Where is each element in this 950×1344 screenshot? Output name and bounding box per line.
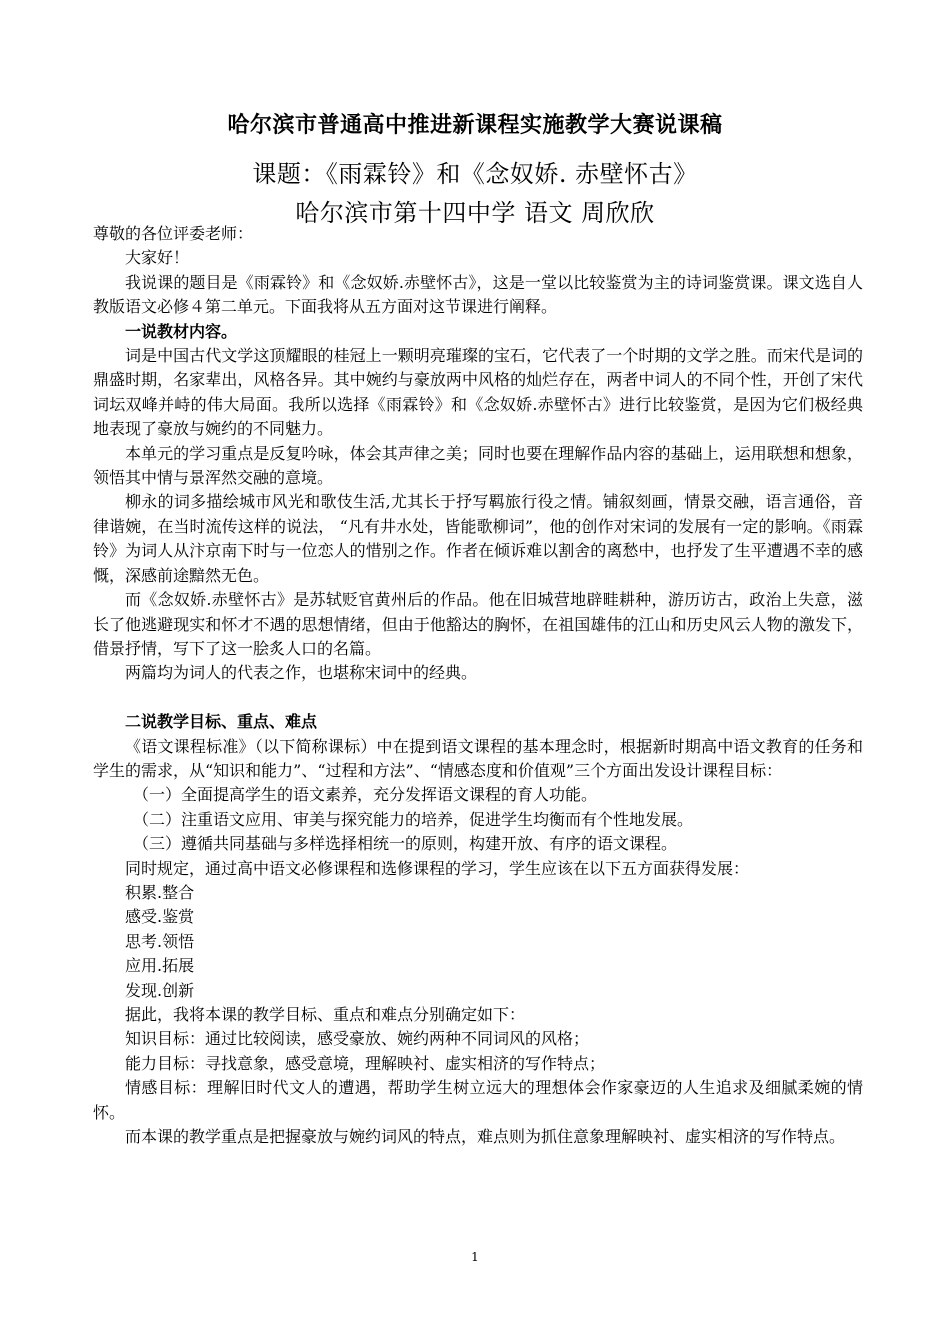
list-item: （一）全面提高学生的语文素养，充分发挥语文课程的育人功能。 [133, 785, 598, 805]
list-item: 积累.整合 [125, 882, 195, 902]
list-item: 应用.拓展 [125, 956, 195, 976]
section-heading-1: 一说教材内容。 [125, 321, 238, 341]
list-item: （三）遵循共同基础与多样选择相统一的原则，构建开放、有序的语文课程。 [133, 834, 678, 854]
list-item: （二）注重语文应用、审美与探究能力的培养，促进学生均衡而有个性地发展。 [133, 809, 694, 829]
blank-line [93, 686, 863, 710]
objective-emotion: 情感目标：理解旧时代文人的遭遇，帮助学生树立远大的理想体会作家豪迈的人生追求及细腻柔婉的情怀。 [93, 1078, 863, 1122]
document-body [93, 222, 863, 1149]
greeting: 大家好！ [125, 248, 190, 268]
paragraph: 而《念奴娇.赤壁怀古》是苏轼贬官黄州后的作品。他在旧城营地辟畦耕种，游历访古，政治上失意，滋长了他逃避现实和怀才不遇的思想情绪，但由于他豁达的胸怀，在祖国雄伟的江山和历史风云人物的激发下，借景抒情，写下了这一脍炙人口的名篇。 [93, 590, 863, 658]
paragraph: 本单元的学习重点是反复吟咏，体会其声律之美；同时也要在理解作品内容的基础上，运用联想和想象，领悟其中情与景浑然交融的意境。 [93, 443, 863, 488]
objective-knowledge: 知识目标：通过比较阅读，感受豪放、婉约两种不同词风的风格； [125, 1029, 590, 1049]
page-number: 1 [471, 1250, 479, 1264]
paragraph: 柳永的词多描绘城市风光和歌伎生活,尤其长于抒写羁旅行役之情。铺叙刻画，情景交融，语言通俗，音律谐婉，在当时流传这样的说法， “凡有井水处，皆能歌柳词”，他的创作对宋词的发展有一定的影响。《雨霖铃》为词人从汴京南下时与一位恋人的惜别之作。作者在倾诉难以割舍的离愁中，也抒发了生平遭遇不幸的感慨，深感前途黯然无色。 [93, 492, 863, 585]
paragraph: 而本课的教学重点是把握豪放与婉约词风的特点，难点则为抓住意象理解映衬、虚实相济的写作特点。 [125, 1127, 846, 1147]
paragraph: 据此，我将本课的教学目标、重点和难点分别确定如下： [125, 1004, 526, 1024]
paragraph: 同时规定，通过高中语文必修课程和选修课程的学习，学生应该在以下五方面获得发展： [125, 858, 750, 878]
section-heading-2: 二说教学目标、重点、难点 [125, 712, 318, 732]
list-item: 思考.领悟 [125, 931, 195, 951]
paragraph: 两篇均为词人的代表之作，也堪称宋词中的经典。 [125, 663, 478, 683]
salutation: 尊敬的各位评委老师： [93, 224, 254, 243]
objective-ability: 能力目标：寻找意象，感受意境，理解映衬、虚实相济的写作特点； [125, 1053, 606, 1073]
list-item: 感受.鉴赏 [125, 907, 195, 927]
author-line: 哈尔滨市第十四中学 语文 周欣欣 [295, 199, 655, 227]
document-title: 哈尔滨市普通高中推进新课程实施教学大赛说课稿 [227, 112, 723, 138]
list-item: 发现.创新 [125, 980, 195, 1000]
paragraph: 词是中国古代文学这顶耀眼的桂冠上一颗明亮璀璨的宝石，它代表了一个时期的文学之胜。而宋代是词的鼎盛时期，名家辈出，风格各异。其中婉约与豪放两中风格的灿烂存在，两者中词人的不同个性，开创了宋代词坛双峰并峙的伟大局面。我所以选择《雨霖铃》和《念奴娇.赤壁怀古》进行比较鉴赏，是因为它们极经典地表现了豪放与婉约的不同魅力。 [93, 346, 863, 439]
paragraph: 《语文课程标准》（以下简称课标）中在提到语文课程的基本理念时，根据新时期高中语文教育的任务和学生的需求，从“知识和能力”、“过程和方法”、“情感态度和价值观”三个方面出发设计课程目标： [93, 736, 863, 780]
intro-paragraph: 我说课的题目是《雨霖铃》和《念奴娇.赤壁怀古》，这是一堂以比较鉴赏为主的诗词鉴赏课。课文选自人教版语文必修４第二单元。下面我将从五方面对这节课进行阐释。 [93, 272, 863, 317]
lesson-topic: 课题：《雨霖铃》和《念奴娇. 赤壁怀古》 [252, 160, 698, 188]
